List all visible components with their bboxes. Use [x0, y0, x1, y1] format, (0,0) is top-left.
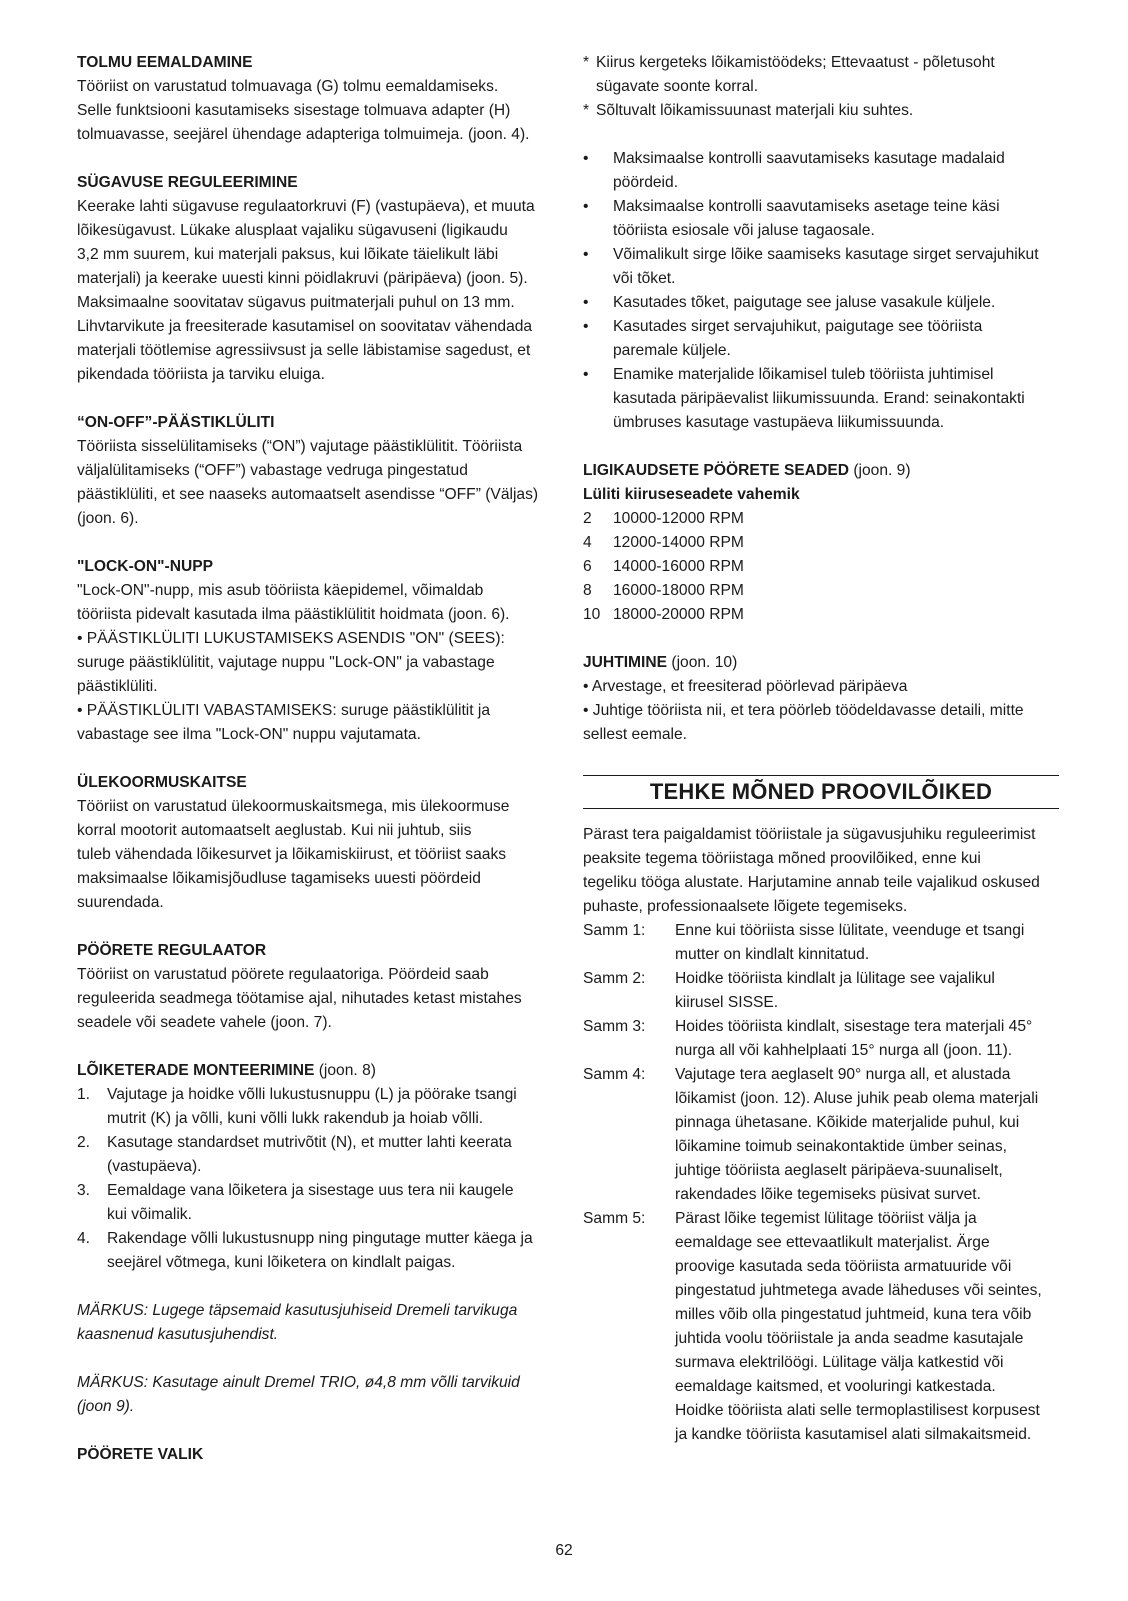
dust-line: tolmuavasse, seejärel ühendage adapteriga tolmuimeja. (joon. 4).	[77, 126, 530, 143]
section-title-speed-settings: LIGIKAUDSETE PÖÖRETE SEADED (joon. 9)	[583, 462, 911, 479]
dust-line: Selle funktsiooni kasutamiseks sisestage tolmuava adapter (H)	[77, 102, 511, 119]
section-title-overload: ÜLEKOORMUSKAITSE	[77, 774, 247, 791]
practice-line: puhaste, professionaalsete lõigete tegemiseks.	[583, 898, 908, 915]
overload-line: maksimaalse lõikamisjõudluse tagamiseks uuesti pöördeid	[77, 870, 481, 887]
asterisk-note: * Sõltuvalt lõikamissuunast materjali kiu suhtes.	[583, 102, 914, 119]
guiding-bullet: • Juhtige tööriista nii, et tera pöörleb töödeldavasse detaili, mitte sellest eemale.	[583, 702, 1024, 743]
onoff-line: väljalülitamiseks (“OFF”) vabastage vedruga pingestatud	[77, 462, 468, 479]
speedreg-line: seadele või seadete vahele (joon. 7).	[77, 1014, 332, 1031]
speed-row: 8 16000-18000 RPM	[583, 582, 744, 599]
overload-line: suurendada.	[77, 894, 164, 911]
depth-line: materjali) ja keerake uuesti kinni pöidlakruvi (päripäeva) (joon. 5).	[77, 270, 528, 287]
guiding-bullet: • Arvestage, et freesiterad pöörlevad päripäeva	[583, 678, 908, 695]
tip-bullet: • Kasutades sirget servajuhikut, paigutage see tööriista paremale küljele.	[583, 318, 983, 359]
mounting-step: 4. Rakendage võlli lukustusnupp ning pingutage mutter käega ja seejärel võtmega, kuni lõiketera on kindlalt paigas.	[77, 1230, 533, 1271]
tip-bullet: • Enamike materjalide lõikamisel tuleb tööriista juhtimisel kasutada päripäevalist liikumissuunda. Erand: seinakontakti ümbruses kasutage vastupäeva liikumissuunda.	[583, 366, 1025, 431]
section-title-depth: SÜGAVUSE REGULEERIMINE	[77, 174, 298, 191]
overload-line: Tööriist on varustatud ülekoormuskaitsmega, mis ülekoormuse	[77, 798, 510, 815]
section-title-onoff: “ON-OFF”-PÄÄSTIKLÜLITI	[77, 414, 275, 431]
right-column	[583, 51, 1059, 1447]
practice-line: peaksite tegema tööriistaga mõned proovilõiked, enne kui	[583, 850, 981, 867]
left-column	[77, 51, 555, 1467]
note-line: MÄRKUS: Lugege täpsemaid kasutusjuhiseid Dremeli tarvikuga	[77, 1302, 518, 1319]
overload-line: korral mootorit automaatselt aeglustab. Kui nii juhtub, siis	[77, 822, 472, 839]
depth-line: materjali töötlemise agressiivsust ja selle läbistamise sagedust, et	[77, 342, 531, 359]
note-line: (joon 9).	[77, 1398, 135, 1415]
section-title-lockon: "LOCK-ON"-NUPP	[77, 558, 214, 575]
section-title-dust: TOLMU EEMALDAMINE	[77, 54, 253, 71]
onoff-line: päästiklüliti, et see naaseks automaatselt asendisse “OFF” (Väljas)	[77, 486, 539, 503]
speed-row: 4 12000-14000 RPM	[583, 534, 744, 551]
practice-line: Pärast tera paigaldamist tööriistale ja sügavusjuhiku reguleerimist	[583, 826, 1036, 843]
tip-bullet: • Kasutades tõket, paigutage see jaluse vasakule küljele.	[583, 294, 996, 311]
depth-line: 3,2 mm suurem, kui materjali paksus, kui lõikate täielikult läbi	[77, 246, 499, 263]
depth-line: lõikesügavust. Lükake alusplaat vajaliku sügavuseni (ligikaudu	[77, 222, 508, 239]
practice-step: Samm 5: Pärast lõike tegemist lülitage tööriist välja ja eemaldage see ettevaatlikult materjalist. Ärge proovige kasutada seda tööriista armatuuride või pingestatud juhtmetega avade läheduses või seintes, milles võib olla pingestatud juhtmeid, kuna tera võib juhtida voolu tööriistale ja anda seadme kasutajale surmava elektrilöögi. Lülitage välja katkestid või eemaldage kaitsmed, et vooluringi katkestada. Hoidke tööriista alati selle termoplastilisest korpusest ja kandke tööriista kasutamisel alati silmakaitsmeid.	[583, 1210, 1042, 1443]
overload-line: tuleb vähendada lõikesurvet ja lõikamiskiirust, et tööriist saaks	[77, 846, 507, 863]
practice-heading: TEHKE MÕNED PROOVILÕIKED	[583, 775, 1059, 809]
practice-step: Samm 4: Vajutage tera aeglaselt 90° nurga all, et alustada lõikamist (joon. 12). Aluse juhik peab olema materjali pinnaga ühetasane. Kõikide materjalide puhul, kui lõikamine toimub seinakontaktide ümber seinas, juhtige tööriista aeglaselt päripäeva-suunaliselt, rakendades lõike tegemiseks püsivat survet.	[583, 1066, 1039, 1203]
speedreg-line: Tööriist on varustatud pöörete regulaatoriga. Pöördeid saab	[77, 966, 489, 983]
note-line: MÄRKUS: Kasutage ainult Dremel TRIO, ø4,8 mm võlli tarvikuid	[77, 1374, 520, 1391]
depth-line: Maksimaalne soovitatav sügavus puitmaterjali puhul on 13 mm.	[77, 294, 515, 311]
depth-line: pikendada tööriista ja tarviku eluiga.	[77, 366, 325, 383]
onoff-line: (joon. 6).	[77, 510, 139, 527]
practice-step: Samm 3: Hoides tööriista kindlalt, sisestage tera materjali 45° nurga all või kahhelplaati 15° nurga all (joon. 11).	[583, 1018, 1033, 1059]
speed-row: 2 10000-12000 RPM	[583, 510, 744, 527]
page-number: 62	[555, 1542, 573, 1559]
section-title-mounting: LÕIKETERADE MONTEERIMINE (joon. 8)	[77, 1062, 376, 1079]
section-title-speed-regulator: PÖÖRETE REGULAATOR	[77, 942, 267, 959]
asterisk-note: * Kiirus kergeteks lõikamistöödeks; Ettevaatust - põletusoht sügavate soonte korral.	[583, 54, 995, 95]
lockon-bullet: • PÄÄSTIKLÜLITI LUKUSTAMISEKS ASENDIS "ON" (SEES): suruge päästiklülitit, vajutage nuppu "Lock-ON" ja vabastage päästiklüliti.	[77, 630, 505, 695]
tip-bullet: • Maksimaalse kontrolli saavutamiseks kasutage madalaid pöördeid.	[583, 150, 1005, 191]
dust-line: Tööriist on varustatud tolmuavaga (G) tolmu eemaldamiseks.	[77, 78, 499, 95]
section-title-speed-selection: PÖÖRETE VALIK	[77, 1446, 204, 1463]
mounting-step: 3. Eemaldage vana lõiketera ja sisestage uus tera nii kaugele kui võimalik.	[77, 1182, 514, 1223]
speed-row: 6 14000-16000 RPM	[583, 558, 744, 575]
depth-line: Keerake lahti sügavuse regulaatorkruvi (F) (vastupäeva), et muuta	[77, 198, 535, 215]
tip-bullet: • Võimalikult sirge lõike saamiseks kasutage sirget servajuhikut või tõket.	[583, 246, 1039, 287]
lockon-line: tööriista pidevalt kasutada ilma päästiklülitit hoidmata (joon. 6).	[77, 606, 510, 623]
speed-row: 10 18000-20000 RPM	[583, 606, 744, 623]
depth-line: Lihvtarvikute ja freesiterade kasutamisel on soovitatav vähendada	[77, 318, 533, 335]
mounting-step: 2. Kasutage standardset mutrivõtit (N), et mutter lahti keerata (vastupäeva).	[77, 1134, 512, 1175]
tip-bullet: • Maksimaalse kontrolli saavutamiseks asetage teine käsi tööriista esiosale või jaluse tagaosale.	[583, 198, 1000, 239]
speed-range-subtitle: Lüliti kiiruseseadete vahemik	[583, 486, 800, 503]
section-title-guiding: JUHTIMINE (joon. 10)	[583, 654, 738, 671]
note-line: kaasnenud kasutusjuhendist.	[77, 1326, 279, 1343]
mounting-step: 1. Vajutage ja hoidke võlli lukustusnuppu (L) ja pöörake tsangi mutrit (K) ja võlli, kuni võlli lukk rakendub ja hoiab võlli.	[77, 1086, 517, 1127]
practice-line: tegeliku tööga alustate. Harjutamine annab teile vajalikud oskused	[583, 874, 1040, 891]
practice-step: Samm 2: Hoidke tööriista kindlalt ja lülitage see vajalikul kiirusel SISSE.	[583, 970, 995, 1011]
speedreg-line: reguleerida seadmega töötamise ajal, nihutades ketast mistahes	[77, 990, 522, 1007]
lockon-line: "Lock-ON"-nupp, mis asub tööriista käepidemel, võimaldab	[77, 582, 484, 599]
lockon-bullet: • PÄÄSTIKLÜLITI VABASTAMISEKS: suruge päästiklülitit ja vabastage see ilma "Lock-ON" nuppu vajutamata.	[77, 702, 491, 743]
practice-step: Samm 1: Enne kui tööriista sisse lülitate, veenduge et tsangi mutter on kindlalt kinnitatud.	[583, 922, 1025, 963]
onoff-line: Tööriista sisselülitamiseks (“ON”) vajutage päästiklülitit. Tööriista	[77, 438, 523, 455]
